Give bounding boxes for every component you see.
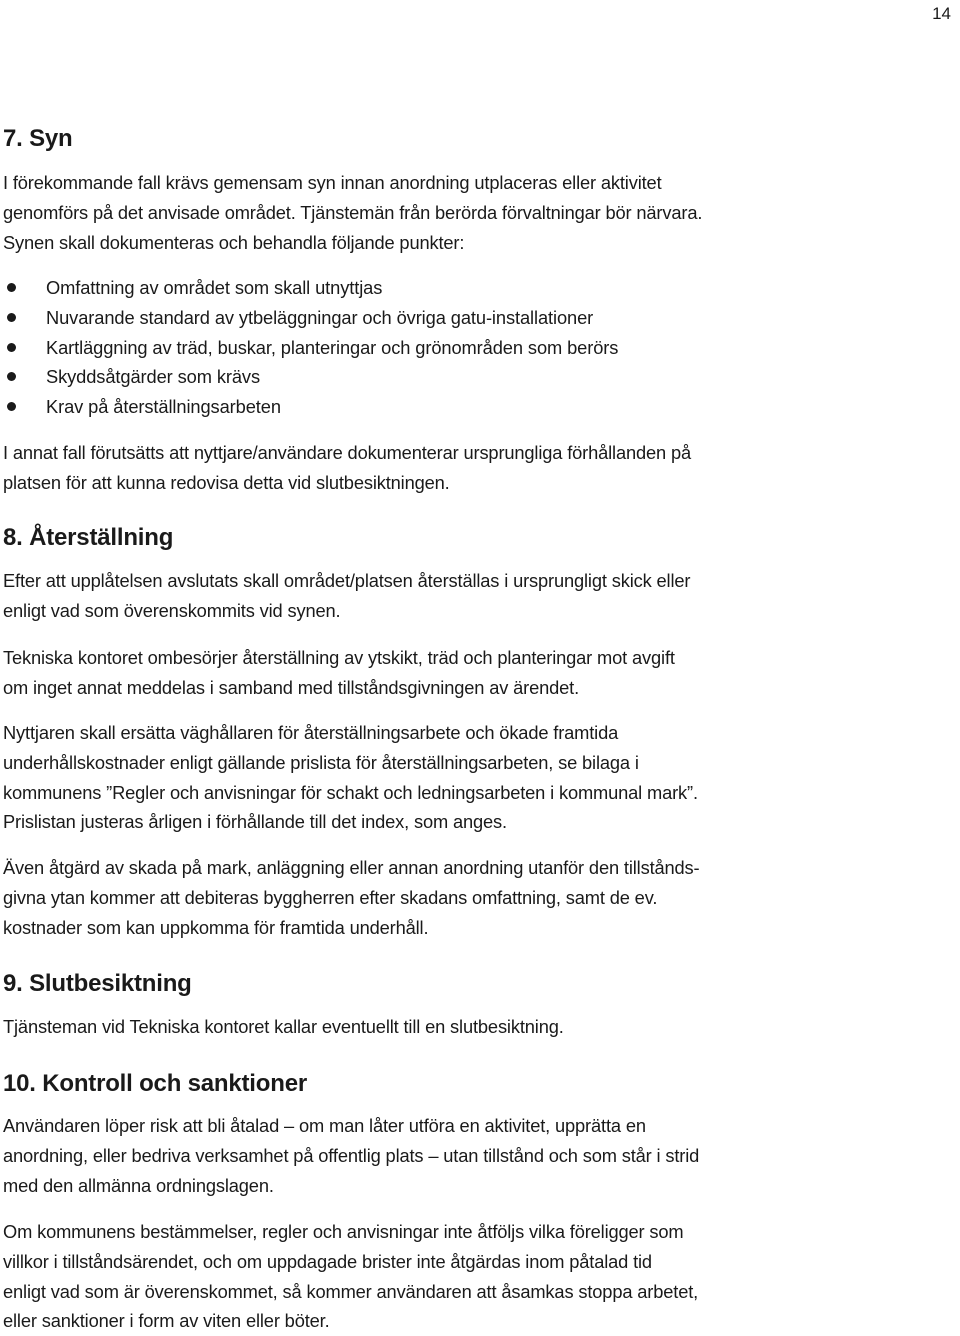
text-line: kostnader som kan uppkomma för framtida underhåll.	[3, 916, 429, 938]
kontroll-paragraph-1	[3, 1111, 943, 1200]
slutbesiktning-paragraph	[3, 1012, 943, 1042]
text-line: Om kommunens bestämmelser, regler och anvisningar inte åtföljs vilka föreligger som	[3, 1221, 684, 1242]
section-heading: 9. Slutbesiktning	[3, 970, 192, 997]
text-line: villkor i tillståndsärendet, och om uppdagade brister inte åtgärdas inom påtalad tid	[3, 1250, 652, 1272]
list-item-text: Kartläggning av träd, buskar, planteringar och grönområden som berörs	[46, 336, 619, 358]
text-line: Även åtgärd av skada på mark, anläggning eller annan anordning utanför den tillstånds-	[3, 857, 700, 878]
bullet-icon	[7, 283, 16, 292]
list-item-text: Krav på återställningsarbeten	[46, 396, 281, 418]
text-line: genomförs på det anvisade området. Tjänstemän från berörda förvaltningar bör närvara.	[3, 201, 703, 223]
section-aterstallning	[3, 523, 943, 553]
page-number: 14	[932, 4, 951, 23]
text-line: givna ytan kommer att debiteras byggherren efter skadans omfattning, samt de ev.	[3, 886, 658, 908]
list-item-text: Nuvarande standard av ytbeläggningar och övriga gatu-installationer	[46, 306, 594, 328]
section-heading: 8. Återställning	[3, 524, 174, 551]
aterstallning-paragraph-2	[3, 643, 943, 703]
bullet-icon	[7, 343, 16, 352]
text-line: Prislistan justeras årligen i förhållande till det index, som anges.	[3, 811, 507, 833]
text-line: I annat fall förutsätts att nyttjare/användare dokumenterar ursprungliga förhållanden på	[3, 442, 692, 463]
list-item-text: Omfattning av området som skall utnyttjas	[46, 277, 383, 298]
text-line: Nyttjaren skall ersätta väghållaren för återställningsarbete och ökade framtida	[3, 722, 619, 743]
list-item	[3, 362, 943, 392]
section-heading: 10. Kontroll och sanktioner	[3, 1070, 307, 1097]
syn-intro	[3, 168, 943, 257]
aterstallning-paragraph-3	[3, 718, 943, 837]
text-line: underhållskostnader enligt gällande prislista för återställningsarbeten, se bilaga i	[3, 751, 639, 773]
text-line: enligt vad som överenskommits vid synen.	[3, 599, 341, 621]
bullet-icon	[7, 402, 16, 411]
text-line: anordning, eller bedriva verksamhet på offentlig plats – utan tillstånd och som står i strid	[3, 1144, 700, 1166]
kontroll-paragraph-2	[3, 1217, 943, 1336]
text-line: Efter att upplåtelsen avslutats skall området/platsen återställas i ursprungligt skick eller	[3, 570, 691, 591]
text-line: platsen för att kunna redovisa detta vid slutbesiktningen.	[3, 471, 450, 493]
list-item	[3, 303, 943, 333]
section-syn	[3, 124, 943, 154]
section-heading: 7. Syn	[3, 125, 73, 152]
list-item	[3, 333, 943, 363]
aterstallning-paragraph-4	[3, 853, 943, 942]
syn-bullet-list	[3, 273, 943, 422]
text-line: Tjänsteman vid Tekniska kontoret kallar eventuellt till en slutbesiktning.	[3, 1016, 564, 1037]
text-line: kommunens ”Regler och anvisningar för schakt och ledningsarbeten i kommunal mark”.	[3, 781, 698, 803]
text-line: Användaren löper risk att bli åtalad – om man låter utföra en aktivitet, upprätta en	[3, 1115, 646, 1136]
list-item-text: Skyddsåtgärder som krävs	[46, 366, 261, 388]
bullet-icon	[7, 372, 16, 381]
text-line: enligt vad som är överenskommet, så kommer användaren att åsamkas stoppa arbetet,	[3, 1280, 699, 1302]
bullet-icon	[7, 313, 16, 322]
text-line: I förekommande fall krävs gemensam syn innan anordning utplaceras eller aktivitet	[3, 172, 662, 193]
aterstallning-paragraph-1	[3, 566, 943, 626]
section-kontroll	[3, 1069, 943, 1099]
list-item	[3, 392, 943, 422]
list-item	[3, 273, 943, 303]
text-line: Synen skall dokumenteras och behandla följande punkter:	[3, 231, 465, 253]
text-line: eller sanktioner i form av viten eller böter.	[3, 1310, 330, 1332]
text-line: om inget annat meddelas i samband med tillståndsgivningen av ärendet.	[3, 676, 580, 698]
text-line: Tekniska kontoret ombesörjer återställning av ytskikt, träd och planteringar mot avgift	[3, 647, 675, 668]
syn-after-paragraph	[3, 438, 943, 498]
text-line: med den allmänna ordningslagen.	[3, 1174, 274, 1196]
section-slutbesiktning	[3, 969, 943, 999]
